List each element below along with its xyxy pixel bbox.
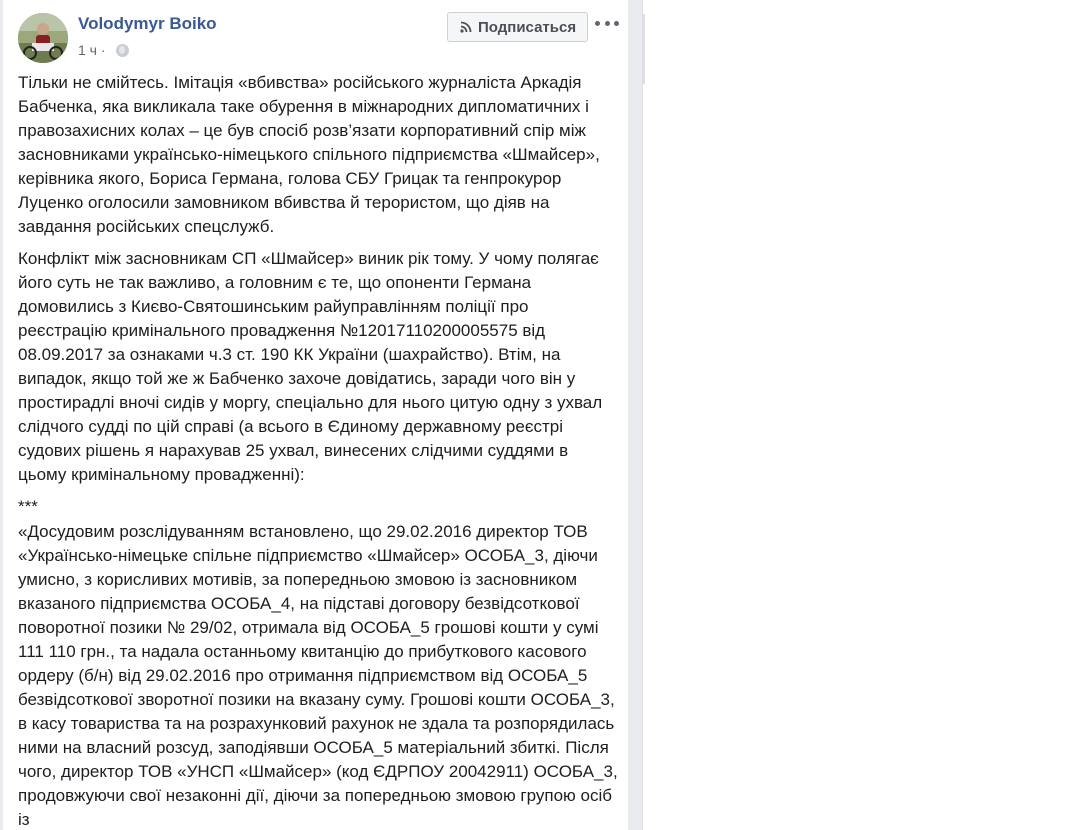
right-panel-divider [643,14,645,84]
ellipsis-icon-dot [605,21,610,26]
more-options-button[interactable] [595,12,619,34]
right-panel [642,0,1068,830]
ellipsis-icon-dot [614,21,619,26]
author-name-link[interactable]: Volodymyr Boiko [78,14,217,33]
author-avatar[interactable] [18,13,68,63]
post-paragraph: Тільки не смійтесь. Імітація «вбивства» російського журналіста Аркадія Бабченка, яка викликала таке обурення в міжнародних дипломатичних і правозахисних колах – це був спосіб розв’язати корпоративний спір між засновниками українсько-німецького спільного підприємства «Шмайсер», керівника якого, Бориса Германа, голова СБУ Грицак та генпрокурор Луценко оголосили замовником вбивства й терористом, що діяв на завдання російських спецслужб. [18,73,600,236]
post-card [3,0,628,830]
post-timestamp[interactable]: 1 ч [78,42,97,58]
post-paragraph-separator: *** [18,497,38,516]
meta-separator: · [100,42,106,58]
globe-icon[interactable] [116,44,129,57]
post-paragraph: «Досудовим розслідуванням встановлено, що 29.02.2016 директор ТОВ «Українсько-німецьке спільне підприємство «Шмайсер» ОСОБА_3, діючи умисно, з корисливих мотивів, за попередньою змовою із засновником вказаного підприємства ОСОБА_4, на підставі договору безвідсоткової поворотної позики № 29/02, отримала від ОСОБА_5 грошові кошти у сумі 111 110 грн., та надала останньому квитанцію до прибуткового касового ордеру (б/н) від 29.02.2016 про отримання підприємством від ОСОБА_5 безвідсоткової зворотної позики на вказану суму. Грошові кошти ОСОБА_3, в касу товариства та на розрахунковий рахунок не здала та розпорядилась ними на власний розсуд, заподіявши ОСОБА_5 матеріальний збиткі. Після чого, директор ТОВ «УНСП «Шмайсер» (код ЄДРПОУ 20042911) ОСОБА_3, продовжуючи свої незаконні дії, діючи за попередньою змовою групою осіб із [18,522,618,829]
post-meta [78,42,129,58]
rss-icon [460,21,472,33]
post-body [18,71,618,830]
ellipsis-icon [595,21,600,26]
column-gap [628,0,642,830]
subscribe-button[interactable] [447,12,588,42]
subscribe-label: Подписаться [478,18,577,36]
post-paragraph: Конфлікт між засновникам СП «Шмайсер» виник рік тому. У чому полягає його суть не так важливо, а головним є те, що опоненти Германа домовились з Києво-Святошинським райуправлінням поліції про реєстрацію кримінального провадження №12017110200005575 від 08.09.2017 за ознаками ч.3 ст. 190 КК України (шахрайство). Втім, на випадок, якщо той же ж Бабченко захоче довідатись, заради чого він у простирадлі вночі сидів у моргу, спеціально для нього цитую одну з ухвал слідчого судді по цій справі (а всього в Єдиному державному реєстрі судових рішень я нарахував 25 ухвал, винесених слідчими суддями в цьому кримінальному провадженні): [18,249,603,484]
